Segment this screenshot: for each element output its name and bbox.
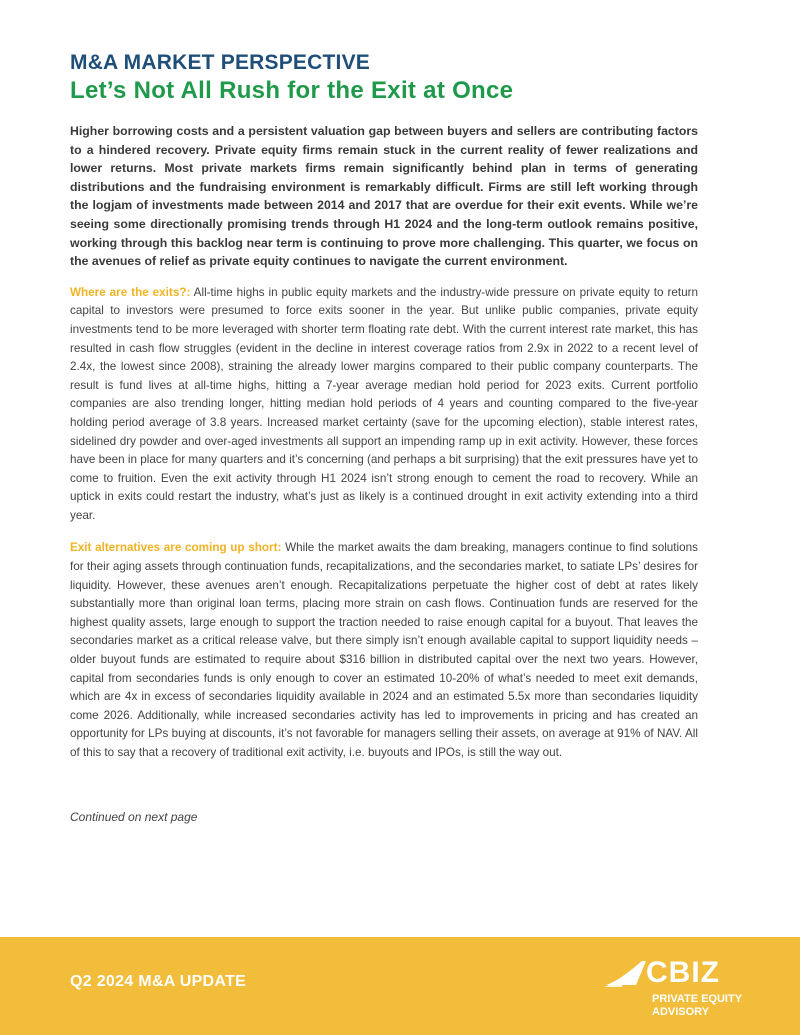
article xyxy=(70,50,698,777)
intro-paragraph: Higher borrowing costs and a persistent valuation gap between buyers and sellers are contributing factors to a hindered recovery. Private equity firms remain stuck in the current reality of fewer realizations and lower returns. Most private markets firms remain significantly behind plan in terms of generating distributions and the fundraising environment is remarkably difficult. Firms are still left working through the logjam of investments made between 2014 and 2017 that are overdue for their exit events. While we’re seeing some directionally promising trends through H1 2024 and the long-term outlook remains positive, working through this backlog near term is continuing to prove more challenging. This quarter, we focus on the avenues of relief as private equity continues to navigate the current environment. xyxy=(70,124,698,269)
page-title: Let’s Not All Rush for the Exit at Once xyxy=(70,77,514,104)
cbiz-swoosh-icon xyxy=(604,959,648,989)
footer-band xyxy=(0,937,800,1035)
logo-subtitle-line-2: ADVISORY xyxy=(652,1006,710,1018)
alternatives-lead: Exit alternatives are coming up short: xyxy=(70,541,282,555)
logo-wordmark: CBIZ xyxy=(646,956,720,989)
continued-note: Continued on next page xyxy=(70,810,198,824)
cbiz-logo xyxy=(604,956,743,1027)
logo-subtitle xyxy=(652,993,742,1019)
exits-paragraph xyxy=(70,284,698,526)
alternatives-body: While the market awaits the dam breaking, managers continue to find solutions for their aging assets through continuation funds, recapitalizations, and the secondaries market, to satiate LPs’ desires for liquidity. However, these avenues aren’t enough. Recapitalizations perpetuate the higher cost of debt at rates likely substantially more than original loan terms, placing more strain on cash flows. Continuation funds are reserved for the highest quality assets, large enough to support the traction needed to raise enough capital for a buyout. That leaves the secondaries market as a critical release valve, but there simply isn’t enough available capital to support liquidity needs – older buyout funds are estimated to require about $316 billion in distributed capital over the next two years. However, capital from secondaries funds is only enough to cover an estimated 10-20% of what’s needed to meet exit demands, which are 4x in excess of secondaries liquidity available in 2024 and an estimated 5.5x more than secondaries liquidity come 2026. Additionally, while increased secondaries activity has led to improvements in pricing and has created an opportunity for LPs buying at discounts, it’s not favorable for managers selling their assets, on average at 91% of NAV. All of this to say that a recovery of traditional exit activity, i.e. buyouts and IPOs, is still the way out. xyxy=(70,541,698,759)
exits-lead: Where are the exits?: xyxy=(70,285,191,299)
alternatives-paragraph xyxy=(70,539,698,762)
exits-body: All-time highs in public equity markets and the industry-wide pressure on private equity to return capital to investors were presumed to force exits sooner in the year. But unlike public companies, private equity investments tend to be more leveraged with shorter term floating rate debt. With the current interest rate market, this has resulted in cash flow struggles (evident in the decline in interest coverage ratios from 2.9x in 2022 to a recent level of 2.4x, the lowest since 2008), straining the already lower margins compared to their public company counterparts. The result is fund lives at all-time highs, hitting a 7-year average median hold period for 2023 exits. Current portfolio companies are also trending longer, hitting median hold periods of 4 years and counting compared to the five-year holding period average of 3.8 years. Increased market certainty (save for the upcoming election), stable interest rates, sidelined dry powder and over-aged investments all support an impending ramp up in exit activity. However, these forces have been in place for many quarters and it’s concerning (and perhaps a bit surprising) that the exit pressures have yet to come to fruition. Even the exit activity through H1 2024 isn’t strong enough to cement the road to recovery. While an uptick in exits could restart the industry, what’s just as likely is a continued drought in exit activity extending into a third year. xyxy=(70,285,698,522)
logo-subtitle-line-1: PRIVATE EQUITY xyxy=(652,993,743,1005)
section-kicker: M&A MARKET PERSPECTIVE xyxy=(70,51,370,74)
footer-label: Q2 2024 M&A UPDATE xyxy=(70,973,247,990)
